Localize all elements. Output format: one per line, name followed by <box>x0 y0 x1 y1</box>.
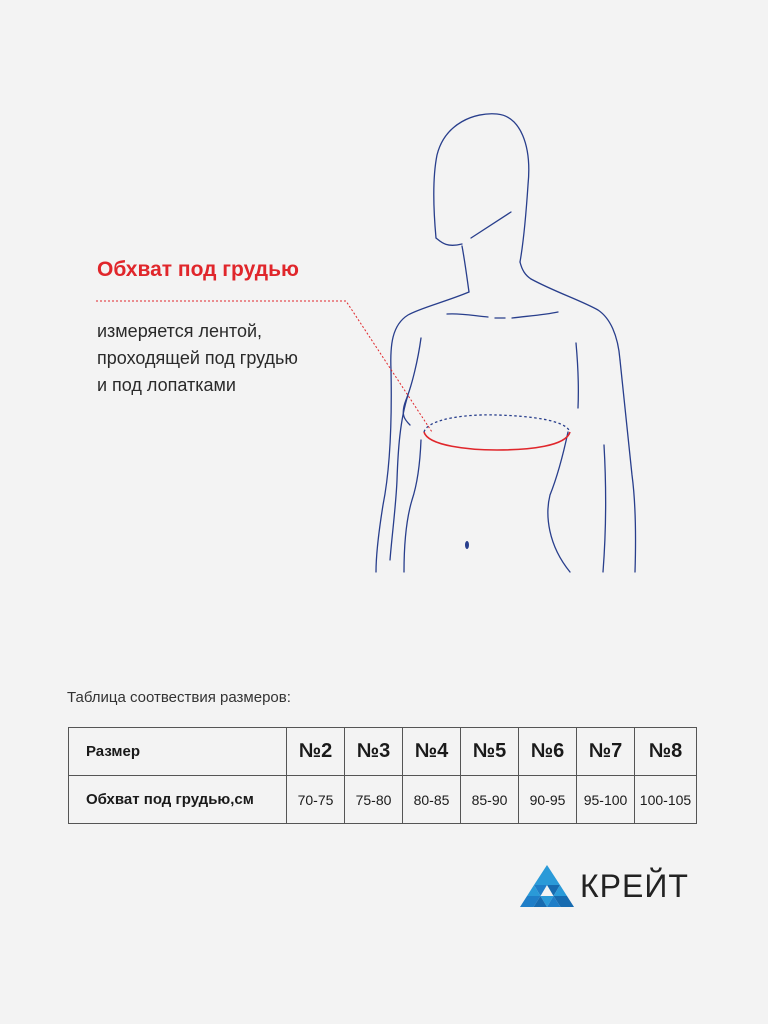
size-cell: №7 <box>577 728 635 776</box>
size-cell: №6 <box>519 728 577 776</box>
brand-name: КРЕЙТ <box>580 867 689 904</box>
jaw-line <box>436 238 462 245</box>
right-shoulder <box>531 279 620 360</box>
size-cell: №3 <box>345 728 403 776</box>
girth-cell: 85-90 <box>461 776 519 824</box>
collarbone-left <box>447 314 488 317</box>
size-table <box>68 727 697 824</box>
table-row <box>69 776 697 824</box>
girth-header-cell: Обхват под грудью,см <box>69 776 287 824</box>
left-shoulder <box>391 292 469 370</box>
measurement-title: Обхват под грудью <box>97 258 299 281</box>
girth-cell: 70-75 <box>287 776 345 824</box>
right-arm-outer <box>620 360 636 572</box>
size-cell: №2 <box>287 728 345 776</box>
table-caption: Таблица соотвествия размеров: <box>67 689 291 706</box>
table-row <box>69 728 697 776</box>
girth-cell: 95-100 <box>577 776 635 824</box>
left-torso <box>404 440 421 572</box>
size-header-cell: Размер <box>69 728 287 776</box>
girth-cell: 100-105 <box>635 776 697 824</box>
right-arm-inner <box>576 343 578 408</box>
right-torso <box>548 432 570 572</box>
left-arm-outer <box>376 370 391 572</box>
head-outline <box>434 114 529 262</box>
neck-left <box>462 246 469 292</box>
left-arm-inner <box>403 338 421 425</box>
size-cell: №5 <box>461 728 519 776</box>
girth-cell: 75-80 <box>345 776 403 824</box>
girth-cell: 90-95 <box>519 776 577 824</box>
measuring-ring-front <box>424 432 570 450</box>
collarbone-right <box>512 312 558 318</box>
brand-logo <box>516 862 689 910</box>
size-cell: №4 <box>403 728 461 776</box>
right-armpit <box>603 445 606 572</box>
navel-mark <box>465 541 469 549</box>
measurement-description: измеряется лентой, проходящей под грудью и под лопатками <box>97 321 298 395</box>
girth-cell: 80-85 <box>403 776 461 824</box>
triangle-mountain-icon <box>516 863 578 909</box>
measuring-ring-back <box>424 415 570 432</box>
neck-right <box>520 262 531 279</box>
size-cell: №8 <box>635 728 697 776</box>
chin-line <box>471 212 511 238</box>
